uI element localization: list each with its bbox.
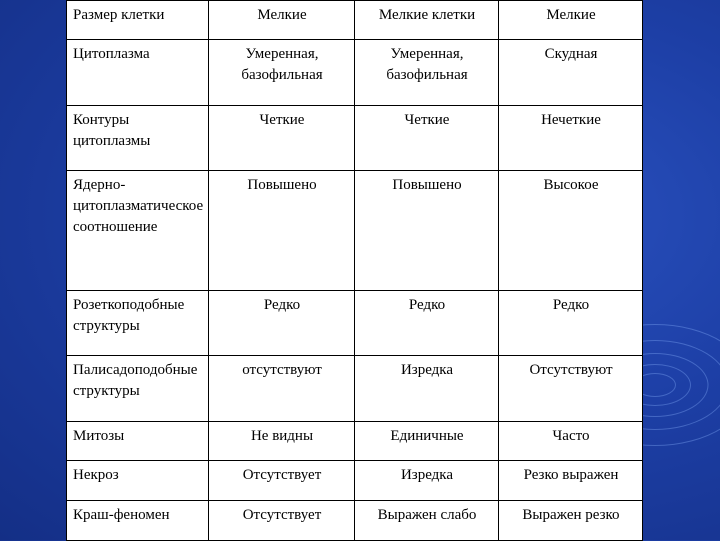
comparison-table-container — [66, 0, 642, 540]
table-cell: Нечеткие — [499, 106, 643, 171]
row-label: Контуры цитоплазмы — [67, 106, 209, 171]
table-cell: Высокое — [499, 171, 643, 291]
table-cell: Четкие — [209, 106, 355, 171]
row-label: Ядерно-цитоплазматическое соотношение — [67, 171, 209, 291]
table-cell: отсутствуют — [209, 356, 355, 422]
table-cell: Не видны — [209, 422, 355, 461]
row-label: Митозы — [67, 422, 209, 461]
table-cell: Четкие — [355, 106, 499, 171]
table-row — [67, 40, 643, 106]
table-row — [67, 106, 643, 171]
table-cell: Выражен резко — [499, 501, 643, 541]
table-cell: Отсутствуют — [499, 356, 643, 422]
table-row — [67, 461, 643, 501]
table-row — [67, 291, 643, 356]
table-cell: Редко — [209, 291, 355, 356]
table-row — [67, 1, 643, 40]
table-cell: Резко выражен — [499, 461, 643, 501]
table-row — [67, 356, 643, 422]
table-cell: Редко — [499, 291, 643, 356]
table-cell: Редко — [355, 291, 499, 356]
row-label: Цитоплазма — [67, 40, 209, 106]
table-cell: Отсутствует — [209, 461, 355, 501]
table-cell: Повышено — [355, 171, 499, 291]
table-cell: Выражен слабо — [355, 501, 499, 541]
table-row — [67, 422, 643, 461]
row-label: Некроз — [67, 461, 209, 501]
row-label: Палисадоподобные структуры — [67, 356, 209, 422]
table-cell: Умеренная, базофильная — [209, 40, 355, 106]
table-cell: Мелкие — [499, 1, 643, 40]
table-cell: Скудная — [499, 40, 643, 106]
table-cell: Отсутствует — [209, 501, 355, 541]
row-label: Размер клетки — [67, 1, 209, 40]
table-cell: Мелкие клетки — [355, 1, 499, 40]
row-label: Розеткоподобные структуры — [67, 291, 209, 356]
table-cell: Единичные — [355, 422, 499, 461]
table-row — [67, 171, 643, 291]
table-cell: Часто — [499, 422, 643, 461]
table-cell: Умеренная, базофильная — [355, 40, 499, 106]
table-row — [67, 501, 643, 541]
table-cell: Мелкие — [209, 1, 355, 40]
table-cell: Изредка — [355, 356, 499, 422]
row-label: Краш-феномен — [67, 501, 209, 541]
table-cell: Повышено — [209, 171, 355, 291]
table-cell: Изредка — [355, 461, 499, 501]
comparison-table — [66, 0, 643, 541]
